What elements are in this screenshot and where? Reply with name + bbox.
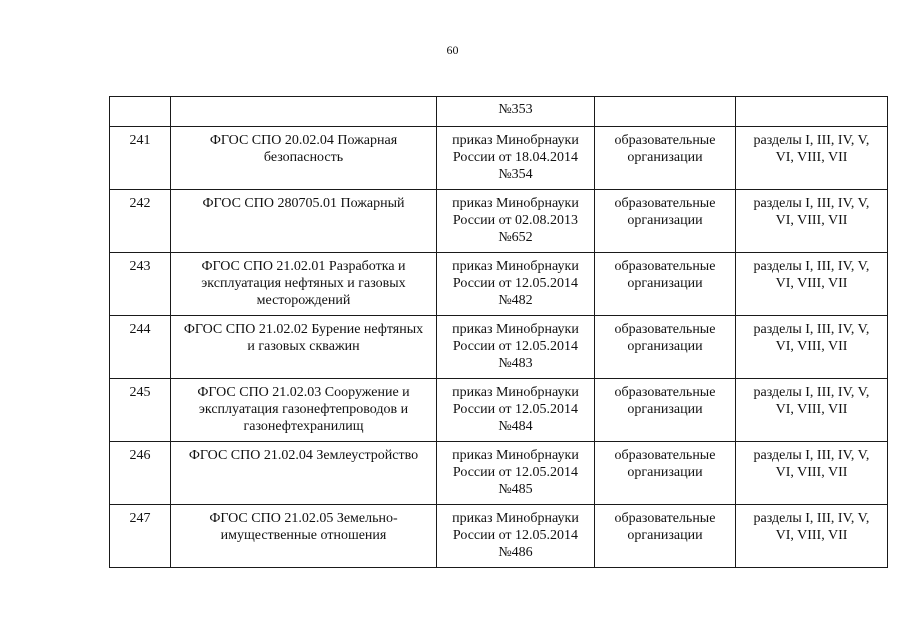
order-line: приказ Минобрнауки [452,133,579,148]
organizations-line: образовательные [614,259,716,274]
standard-line: безопасность [263,150,344,165]
order-line: №482 [498,293,533,308]
cell-organizations [595,316,736,379]
table-row [110,442,888,505]
organizations-line: образовательные [614,133,716,148]
order-line: приказ Минобрнауки [452,259,579,274]
standard-line: ФГОС СПО 21.02.01 Разработка и [201,259,406,274]
cell-sections [736,127,888,190]
sections-line: разделы I, III, IV, V, [753,511,870,526]
standard-line: ФГОС СПО 20.02.04 Пожарная [209,133,398,148]
cell-standard [171,316,437,379]
cell-sections [736,316,888,379]
order-line: приказ Минобрнауки [452,196,579,211]
cell-num: 243 [110,253,171,316]
cell-organizations [595,505,736,568]
standard-line: эксплуатация газонефтепроводов и [198,402,409,417]
order-line: России от 18.04.2014 [452,150,579,165]
organizations-line: организации [627,276,703,291]
cell-sections [736,97,888,127]
standard-line: имущественные отношения [220,528,387,543]
cell-num: 246 [110,442,171,505]
sections-line: VI, VIII, VII [775,528,848,543]
cell-standard [171,190,437,253]
organizations-line: организации [627,402,703,417]
order-line: приказ Минобрнауки [452,448,579,463]
table-row [110,379,888,442]
organizations-line: образовательные [614,511,716,526]
order-line: №485 [498,482,533,497]
standard-line: газонефтехранилищ [243,419,364,434]
sections-line: VI, VIII, VII [775,276,848,291]
sections-line: VI, VIII, VII [775,402,848,417]
order-line: №486 [498,545,533,560]
cell-num: 241 [110,127,171,190]
order-line: России от 12.05.2014 [452,402,579,417]
sections-line: VI, VIII, VII [775,465,848,480]
standard-line: ФГОС СПО 21.02.05 Земельно- [209,511,398,526]
cell-order [437,127,595,190]
sections-line: разделы I, III, IV, V, [753,448,870,463]
cell-num: 247 [110,505,171,568]
cell-num: 242 [110,190,171,253]
standard-line: ФГОС СПО 280705.01 Пожарный [202,196,405,211]
organizations-line: образовательные [614,196,716,211]
cell-order [437,379,595,442]
order-line: №652 [498,230,533,245]
organizations-line: образовательные [614,322,716,337]
organizations-line: образовательные [614,448,716,463]
cell-order [437,442,595,505]
sections-line: VI, VIII, VII [775,213,848,228]
table-body [110,97,888,568]
sections-line: разделы I, III, IV, V, [753,385,870,400]
organizations-line: организации [627,213,703,228]
sections-line: разделы I, III, IV, V, [753,259,870,274]
cell-order [437,505,595,568]
order-line: России от 12.05.2014 [452,276,579,291]
table-row-continuation [110,97,888,127]
cell-order [437,97,595,127]
cell-standard [171,97,437,127]
organizations-line: организации [627,465,703,480]
standard-line: ФГОС СПО 21.02.02 Бурение нефтяных [183,322,424,337]
table-row [110,253,888,316]
cell-standard [171,442,437,505]
cell-standard [171,253,437,316]
cell-standard [171,505,437,568]
cell-sections [736,442,888,505]
order-line: приказ Минобрнауки [452,511,579,526]
sections-line: разделы I, III, IV, V, [753,196,870,211]
standard-line: месторождений [256,293,351,308]
cell-order [437,316,595,379]
order-line: России от 12.05.2014 [452,528,579,543]
cell-num: 245 [110,379,171,442]
order-line: России от 12.05.2014 [452,465,579,480]
cell-standard [171,379,437,442]
cell-sections [736,379,888,442]
cell-organizations [595,442,736,505]
cell-order [437,190,595,253]
order-line: №354 [498,167,533,182]
standards-table [109,96,888,568]
cell-num [110,97,171,127]
order-line: №484 [498,419,533,434]
cell-organizations [595,190,736,253]
standard-line: и газовых скважин [247,339,360,354]
table-row [110,505,888,568]
cell-num: 244 [110,316,171,379]
order-line: приказ Минобрнауки [452,385,579,400]
page-number: 60 [446,43,459,57]
standard-line: ФГОС СПО 21.02.04 Землеустройство [188,448,419,463]
table-row [110,190,888,253]
organizations-line: организации [627,339,703,354]
cell-order [437,253,595,316]
cell-organizations [595,379,736,442]
table-row [110,316,888,379]
sections-line: разделы I, III, IV, V, [753,322,870,337]
organizations-line: организации [627,528,703,543]
order-line: приказ Минобрнауки [452,322,579,337]
cell-organizations [595,97,736,127]
cell-organizations [595,127,736,190]
sections-line: разделы I, III, IV, V, [753,133,870,148]
organizations-line: организации [627,150,703,165]
table-row [110,127,888,190]
organizations-line: образовательные [614,385,716,400]
standard-line: ФГОС СПО 21.02.03 Сооружение и [197,385,410,400]
cell-organizations [595,253,736,316]
sections-line: VI, VIII, VII [775,150,848,165]
order-line: России от 12.05.2014 [452,339,579,354]
cell-sections [736,190,888,253]
standard-line: эксплуатация нефтяных и газовых [201,276,406,291]
cell-standard [171,127,437,190]
cell-sections [736,253,888,316]
sections-line: VI, VIII, VII [775,339,848,354]
order-number: №353 [498,102,533,117]
order-line: России от 02.08.2013 [452,213,579,228]
cell-sections [736,505,888,568]
order-line: №483 [498,356,533,371]
